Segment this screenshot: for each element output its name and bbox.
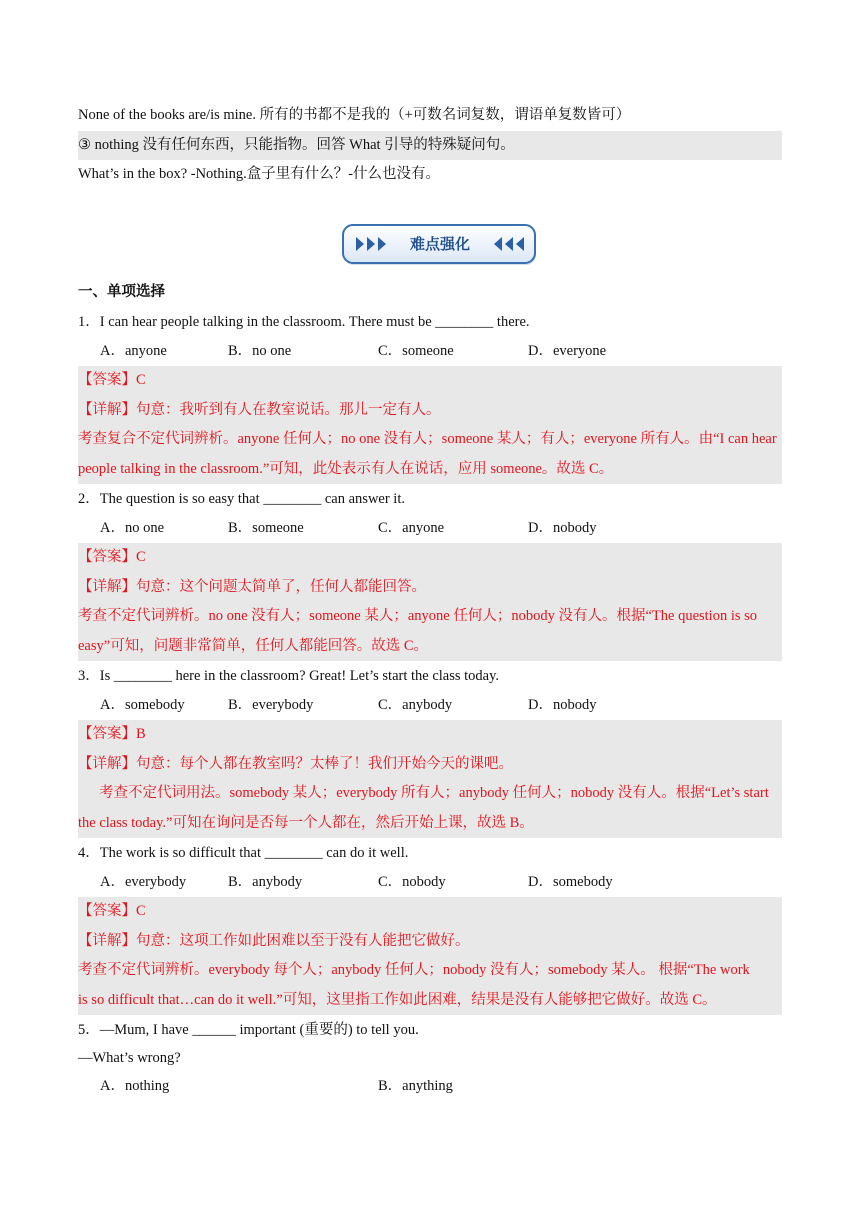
q2-explain-1: 考查不定代词辨析。no one 没有人；someone 某人；anyone 任何人；nobody 没有人。根据“The question is so (78, 608, 758, 624)
q3-answer: 【答案】B (78, 726, 146, 742)
q4-option-a[interactable]: A．everybody (100, 874, 187, 890)
q1-answer: 【答案】C (78, 372, 146, 388)
q1-option-b[interactable]: B．no one (228, 343, 292, 359)
intro-line-1: None of the books are/is mine. 所有的书都不是我的（+可数名词复数，谓语单复数皆可） (78, 107, 631, 123)
intro-line-2: ③ nothing 没有任何东西，只能指物。回答 What 引导的特殊疑问句。 (78, 137, 515, 153)
q2-option-c[interactable]: C．anyone (378, 520, 445, 536)
q4-option-c[interactable]: C．nobody (378, 874, 446, 890)
q1-detail: 【详解】句意：我听到有人在教室说话。那儿一定有人。 (78, 401, 441, 418)
q3-answer-box (78, 720, 782, 838)
q5-option-a[interactable]: A．nothing (100, 1078, 170, 1094)
section-banner (342, 224, 538, 268)
q3-option-c[interactable]: C．anybody (378, 697, 453, 713)
q4-explain-2: is so difficult that…can do it well.”可知，这里指工作如此困难，结果是没有人能够把它做好。故选 C。 (78, 991, 717, 1008)
q5-reply: —What’s wrong? (78, 1050, 181, 1066)
intro-line-3: What’s in the box? -Nothing.盒子里有什么？-什么也没有。 (78, 166, 441, 182)
q1-option-d[interactable]: D．everyone (528, 343, 607, 359)
q1-explain-1: 考查复合不定代词辨析。anyone 任何人；no one 没有人；someone 某人；有人；everyone 所有人。由“I can hear (78, 431, 777, 447)
q3-explain-1: 考查不定代词用法。somebody 某人；everybody 所有人；anybody 任何人；nobody 没有人。根据“Let’s start (99, 785, 769, 801)
q3-option-b[interactable]: B．everybody (228, 697, 314, 713)
q1-explain-2: people talking in the classroom.”可知，此处表示有人在说话，应用 someone。故选 C。 (78, 460, 614, 477)
section-title: 一、单项选择 (78, 284, 165, 300)
q4-explain-1: 考查不定代词辨析。everybody 每个人；anybody 任何人；nobody 没有人；somebody 某人。 根据“The work (78, 962, 750, 978)
q3-option-a[interactable]: A．somebody (100, 697, 185, 713)
q5-option-b[interactable]: B．anything (378, 1078, 453, 1094)
intro-highlight (78, 131, 782, 160)
q1-stem: 1．I can hear people talking in the classroom. There must be ________ there. (78, 314, 530, 330)
q4-detail: 【详解】句意：这项工作如此困难以至于没有人能把它做好。 (78, 932, 470, 949)
q4-option-d[interactable]: D．somebody (528, 874, 613, 890)
q2-answer: 【答案】C (78, 549, 146, 565)
q2-option-d[interactable]: D．nobody (528, 520, 597, 536)
q3-explain-2: the class today.”可知在询问是否每一个人都在，然后开始上课，故选 B。 (78, 814, 534, 831)
q1-option-a[interactable]: A．anyone (100, 343, 167, 359)
q2-stem: 2．The question is so easy that ________ can answer it. (78, 491, 405, 507)
q2-option-b[interactable]: B．someone (228, 520, 304, 536)
q3-stem: 3．Is ________ here in the classroom? Great! Let’s start the class today. (78, 668, 500, 684)
q4-answer: 【答案】C (78, 903, 146, 919)
q4-answer-box (78, 897, 782, 1015)
q2-detail: 【详解】句意：这个问题太简单了，任何人都能回答。 (78, 578, 426, 595)
q3-detail: 【详解】句意：每个人都在教室吗？太棒了！我们开始今天的课吧。 (78, 755, 513, 772)
q2-answer-box (78, 543, 782, 661)
q5-stem: 5．—Mum, I have ______ important (重要的) to tell you. (78, 1022, 419, 1038)
q2-option-a[interactable]: A．no one (100, 520, 165, 536)
q4-stem: 4．The work is so difficult that ________ can do it well. (78, 845, 409, 861)
q4-option-b[interactable]: B．anybody (228, 874, 303, 890)
q1-option-c[interactable]: C．someone (378, 343, 454, 359)
q2-explain-2: easy”可知，问题非常简单，任何人都能回答。故选 C。 (78, 637, 428, 654)
q1-answer-box (78, 366, 782, 484)
q3-option-d[interactable]: D．nobody (528, 697, 597, 713)
banner-title: 难点强化 (409, 235, 470, 253)
